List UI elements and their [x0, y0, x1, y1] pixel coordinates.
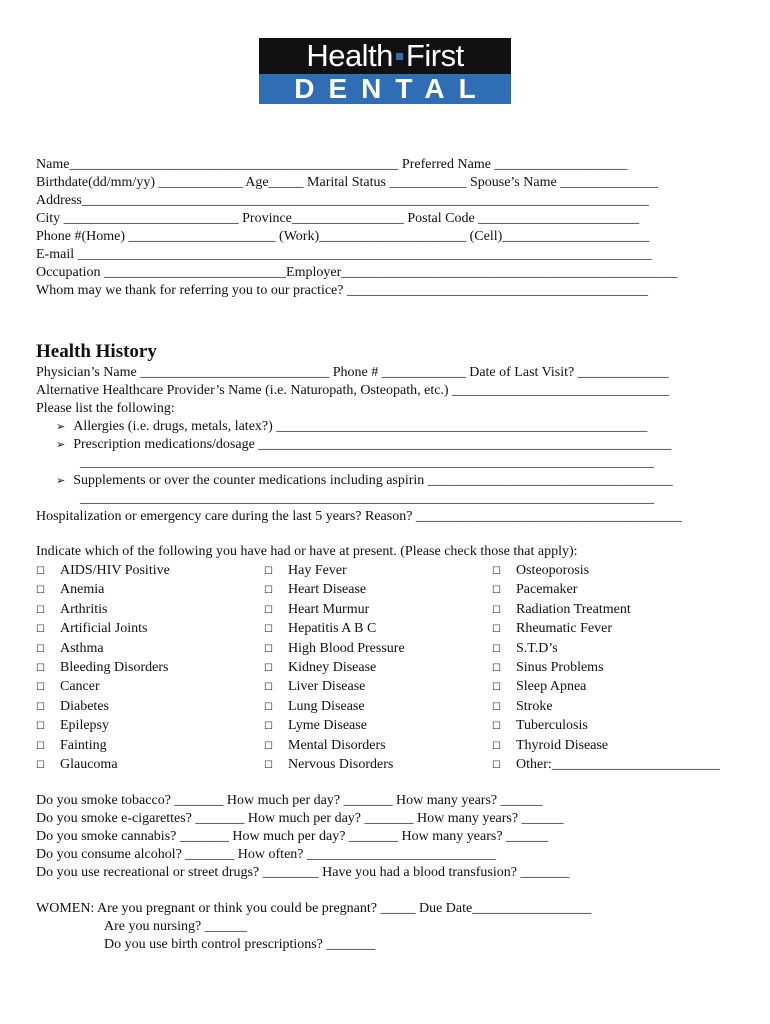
checkbox-icon[interactable]: ☐ [492, 741, 501, 752]
allergies-text: Allergies (i.e. drugs, metals, latex?) _____________________________________________________ [73, 419, 648, 434]
checkbox-icon[interactable]: ☐ [36, 702, 45, 713]
condition-item[interactable] [36, 640, 104, 658]
alcohol-question[interactable]: Do you consume alcohol? _______ How often? ___________________________ [36, 847, 496, 862]
checkbox-icon[interactable]: ☐ [492, 760, 501, 771]
condition-item[interactable] [264, 737, 386, 755]
condition-item[interactable] [264, 640, 405, 658]
condition-item[interactable] [264, 659, 376, 677]
checkbox-icon[interactable]: ☐ [36, 644, 45, 655]
condition-label: Mental Disorders [288, 738, 386, 753]
checkbox-icon[interactable]: ☐ [264, 605, 273, 616]
condition-item[interactable] [492, 659, 604, 677]
city-field-line[interactable]: City _________________________ Province________________ Postal Code _______________________ [36, 211, 640, 226]
logo-word-health: Health [306, 38, 393, 73]
supplements-blank-line[interactable]: __________________________________________________________________________________ [80, 491, 654, 506]
checkbox-icon[interactable]: ☐ [264, 702, 273, 713]
condition-item[interactable] [264, 756, 393, 774]
phone-field-line[interactable]: Phone #(Home) _____________________ (Work)_____________________ (Cell)_____________________ [36, 229, 650, 244]
women-birth-control-question[interactable]: Do you use birth control prescriptions? _______ [104, 937, 376, 952]
checkbox-icon[interactable]: ☐ [264, 682, 273, 693]
condition-item[interactable] [36, 717, 109, 735]
checkbox-icon[interactable]: ☐ [264, 760, 273, 771]
supplements-text: Supplements or over the counter medications including aspirin ___________________________________ [73, 473, 673, 488]
checkbox-icon[interactable]: ☐ [36, 760, 45, 771]
condition-item[interactable] [492, 581, 577, 599]
email-field-line[interactable]: E-mail __________________________________________________________________________________ [36, 247, 652, 262]
condition-label: Asthma [60, 641, 104, 656]
health-first-dental-logo [259, 38, 511, 104]
condition-label: Stroke [516, 699, 553, 714]
checkbox-icon[interactable]: ☐ [36, 585, 45, 596]
checkbox-icon[interactable]: ☐ [492, 663, 501, 674]
arrow-bullet-icon: ➢ [56, 420, 66, 433]
checkbox-icon[interactable]: ☐ [492, 721, 501, 732]
birthdate-field-line[interactable]: Birthdate(dd/mm/yy) ____________ Age_____ Marital Status ___________ Spouse’s Name ______________ [36, 175, 659, 190]
condition-item[interactable] [36, 737, 107, 755]
prescriptions-field-line[interactable] [56, 436, 671, 453]
checkbox-icon[interactable]: ☐ [492, 624, 501, 635]
checkbox-icon[interactable]: ☐ [264, 721, 273, 732]
arrow-bullet-icon: ➢ [56, 438, 66, 451]
condition-item[interactable] [492, 562, 589, 580]
women-nursing-question[interactable]: Are you nursing? ______ [104, 919, 247, 934]
logo-word-first: First [405, 38, 464, 73]
logo-dot [396, 53, 403, 60]
condition-label: Radiation Treatment [516, 602, 631, 617]
logo-word-dental: DENTAL [259, 74, 511, 104]
checkbox-icon[interactable]: ☐ [492, 682, 501, 693]
condition-item[interactable] [492, 737, 608, 755]
health-history-heading: Health History [36, 341, 157, 362]
hospitalization-field-line[interactable]: Hospitalization or emergency care during the last 5 years? Reason? ______________________________________ [36, 509, 682, 524]
condition-label: Nervous Disorders [288, 757, 394, 772]
checkbox-icon[interactable]: ☐ [36, 721, 45, 732]
condition-item[interactable] [264, 678, 365, 696]
condition-label: Heart Disease [288, 582, 367, 597]
condition-label: Bleeding Disorders [60, 660, 169, 675]
women-pregnant-question[interactable]: WOMEN: Are you pregnant or think you could be pregnant? _____ Due Date_________________ [36, 901, 592, 916]
condition-item[interactable] [492, 620, 612, 638]
allergies-field-line[interactable] [56, 418, 647, 435]
condition-label: Artificial Joints [60, 621, 148, 636]
checkbox-icon[interactable]: ☐ [264, 624, 273, 635]
checkbox-icon[interactable]: ☐ [36, 605, 45, 616]
condition-label: Rheumatic Fever [516, 621, 613, 636]
supplements-field-line[interactable] [56, 472, 673, 489]
checkbox-icon[interactable]: ☐ [264, 566, 273, 577]
condition-label: Anemia [60, 582, 105, 597]
condition-label: Thyroid Disease [516, 738, 609, 753]
condition-item[interactable] [492, 756, 720, 774]
condition-label: Kidney Disease [288, 660, 377, 675]
condition-label: Hay Fever [288, 563, 347, 578]
checkbox-icon[interactable]: ☐ [264, 663, 273, 674]
condition-label: Fainting [60, 738, 107, 753]
condition-item[interactable] [492, 678, 586, 696]
address-field-line[interactable]: Address_________________________________________________________________________________ [36, 193, 649, 208]
condition-label: Other:________________________ [516, 757, 720, 772]
please-list-label: Please list the following: [36, 401, 175, 416]
tobacco-question[interactable]: Do you smoke tobacco? _______ How much per day? _______ How many years? ______ [36, 793, 543, 808]
checkbox-icon[interactable]: ☐ [492, 566, 501, 577]
condition-label: Pacemaker [516, 582, 578, 597]
checkbox-icon[interactable]: ☐ [36, 663, 45, 674]
condition-item[interactable] [492, 698, 553, 716]
checkbox-icon[interactable]: ☐ [36, 566, 45, 577]
condition-label: Cancer [60, 679, 100, 694]
condition-label: Lyme Disease [288, 718, 367, 733]
prescriptions-text: Prescription medications/dosage ___________________________________________________________ [73, 437, 672, 452]
checkbox-icon[interactable]: ☐ [264, 741, 273, 752]
checkbox-icon[interactable]: ☐ [264, 585, 273, 596]
condition-label: Arthritis [60, 602, 108, 617]
condition-item[interactable] [36, 659, 168, 677]
logo-top-band [259, 38, 511, 74]
drugs-transfusion-question[interactable]: Do you use recreational or street drugs? ________ Have you had a blood transfusion? _______ [36, 865, 570, 880]
cannabis-question[interactable]: Do you smoke cannabis? _______ How much per day? _______ How many years? ______ [36, 829, 549, 844]
condition-label: Osteoporosis [516, 563, 590, 578]
condition-item[interactable] [264, 620, 376, 638]
condition-item[interactable] [36, 601, 107, 619]
condition-label: Liver Disease [288, 679, 366, 694]
checkbox-icon[interactable]: ☐ [492, 644, 501, 655]
condition-item[interactable] [264, 581, 366, 599]
condition-item[interactable] [492, 640, 558, 658]
condition-item[interactable] [264, 562, 347, 580]
condition-item[interactable] [36, 698, 109, 716]
condition-label: High Blood Pressure [288, 641, 405, 656]
condition-item[interactable] [492, 601, 631, 619]
checkbox-icon[interactable]: ☐ [264, 644, 273, 655]
occupation-field-line[interactable]: Occupation __________________________Employer________________________________________________ [36, 265, 678, 280]
condition-item[interactable] [264, 601, 369, 619]
checkbox-icon[interactable]: ☐ [36, 682, 45, 693]
condition-label: Sleep Apnea [516, 679, 587, 694]
checkbox-icon[interactable]: ☐ [36, 624, 45, 635]
referral-field-line[interactable]: Whom may we thank for referring you to our practice? ___________________________________________ [36, 283, 648, 298]
condition-label: AIDS/HIV Positive [60, 563, 170, 578]
name-field-line[interactable]: Name_______________________________________________ Preferred Name ___________________ [36, 157, 628, 172]
checkbox-icon[interactable]: ☐ [492, 605, 501, 616]
ecigarette-question[interactable]: Do you smoke e-cigarettes? _______ How much per day? _______ How many years? ______ [36, 811, 564, 826]
condition-item[interactable] [36, 581, 104, 599]
condition-label: Tuberculosis [516, 718, 588, 733]
condition-label: Heart Murmur [288, 602, 370, 617]
checkbox-icon[interactable]: ☐ [492, 702, 501, 713]
condition-label: Epilepsy [60, 718, 109, 733]
condition-label: Glaucoma [60, 757, 118, 772]
alt-provider-field-line[interactable]: Alternative Healthcare Provider’s Name (i.e. Naturopath, Osteopath, etc.) _______________________________ [36, 383, 670, 398]
condition-label: Sinus Problems [516, 660, 604, 675]
condition-item[interactable] [36, 620, 148, 638]
physician-field-line[interactable]: Physician’s Name ___________________________ Phone # ____________ Date of Last Visit? _____________ [36, 365, 669, 380]
prescriptions-blank-line[interactable]: __________________________________________________________________________________ [80, 455, 654, 470]
condition-item[interactable] [264, 698, 365, 716]
arrow-bullet-icon: ➢ [56, 474, 66, 487]
condition-label: S.T.D’s [516, 641, 558, 656]
condition-item[interactable] [264, 717, 367, 735]
condition-item[interactable] [36, 678, 100, 696]
condition-item[interactable] [36, 756, 118, 774]
condition-label: Lung Disease [288, 699, 365, 714]
condition-item[interactable] [36, 562, 170, 580]
condition-label: Hepatitis A B C [288, 621, 377, 636]
checkbox-icon[interactable]: ☐ [36, 741, 45, 752]
condition-label: Diabetes [60, 699, 109, 714]
checkbox-icon[interactable]: ☐ [492, 585, 501, 596]
condition-item[interactable] [492, 717, 588, 735]
conditions-intro: Indicate which of the following you have had or have at present. (Please check those that apply): [36, 544, 578, 559]
